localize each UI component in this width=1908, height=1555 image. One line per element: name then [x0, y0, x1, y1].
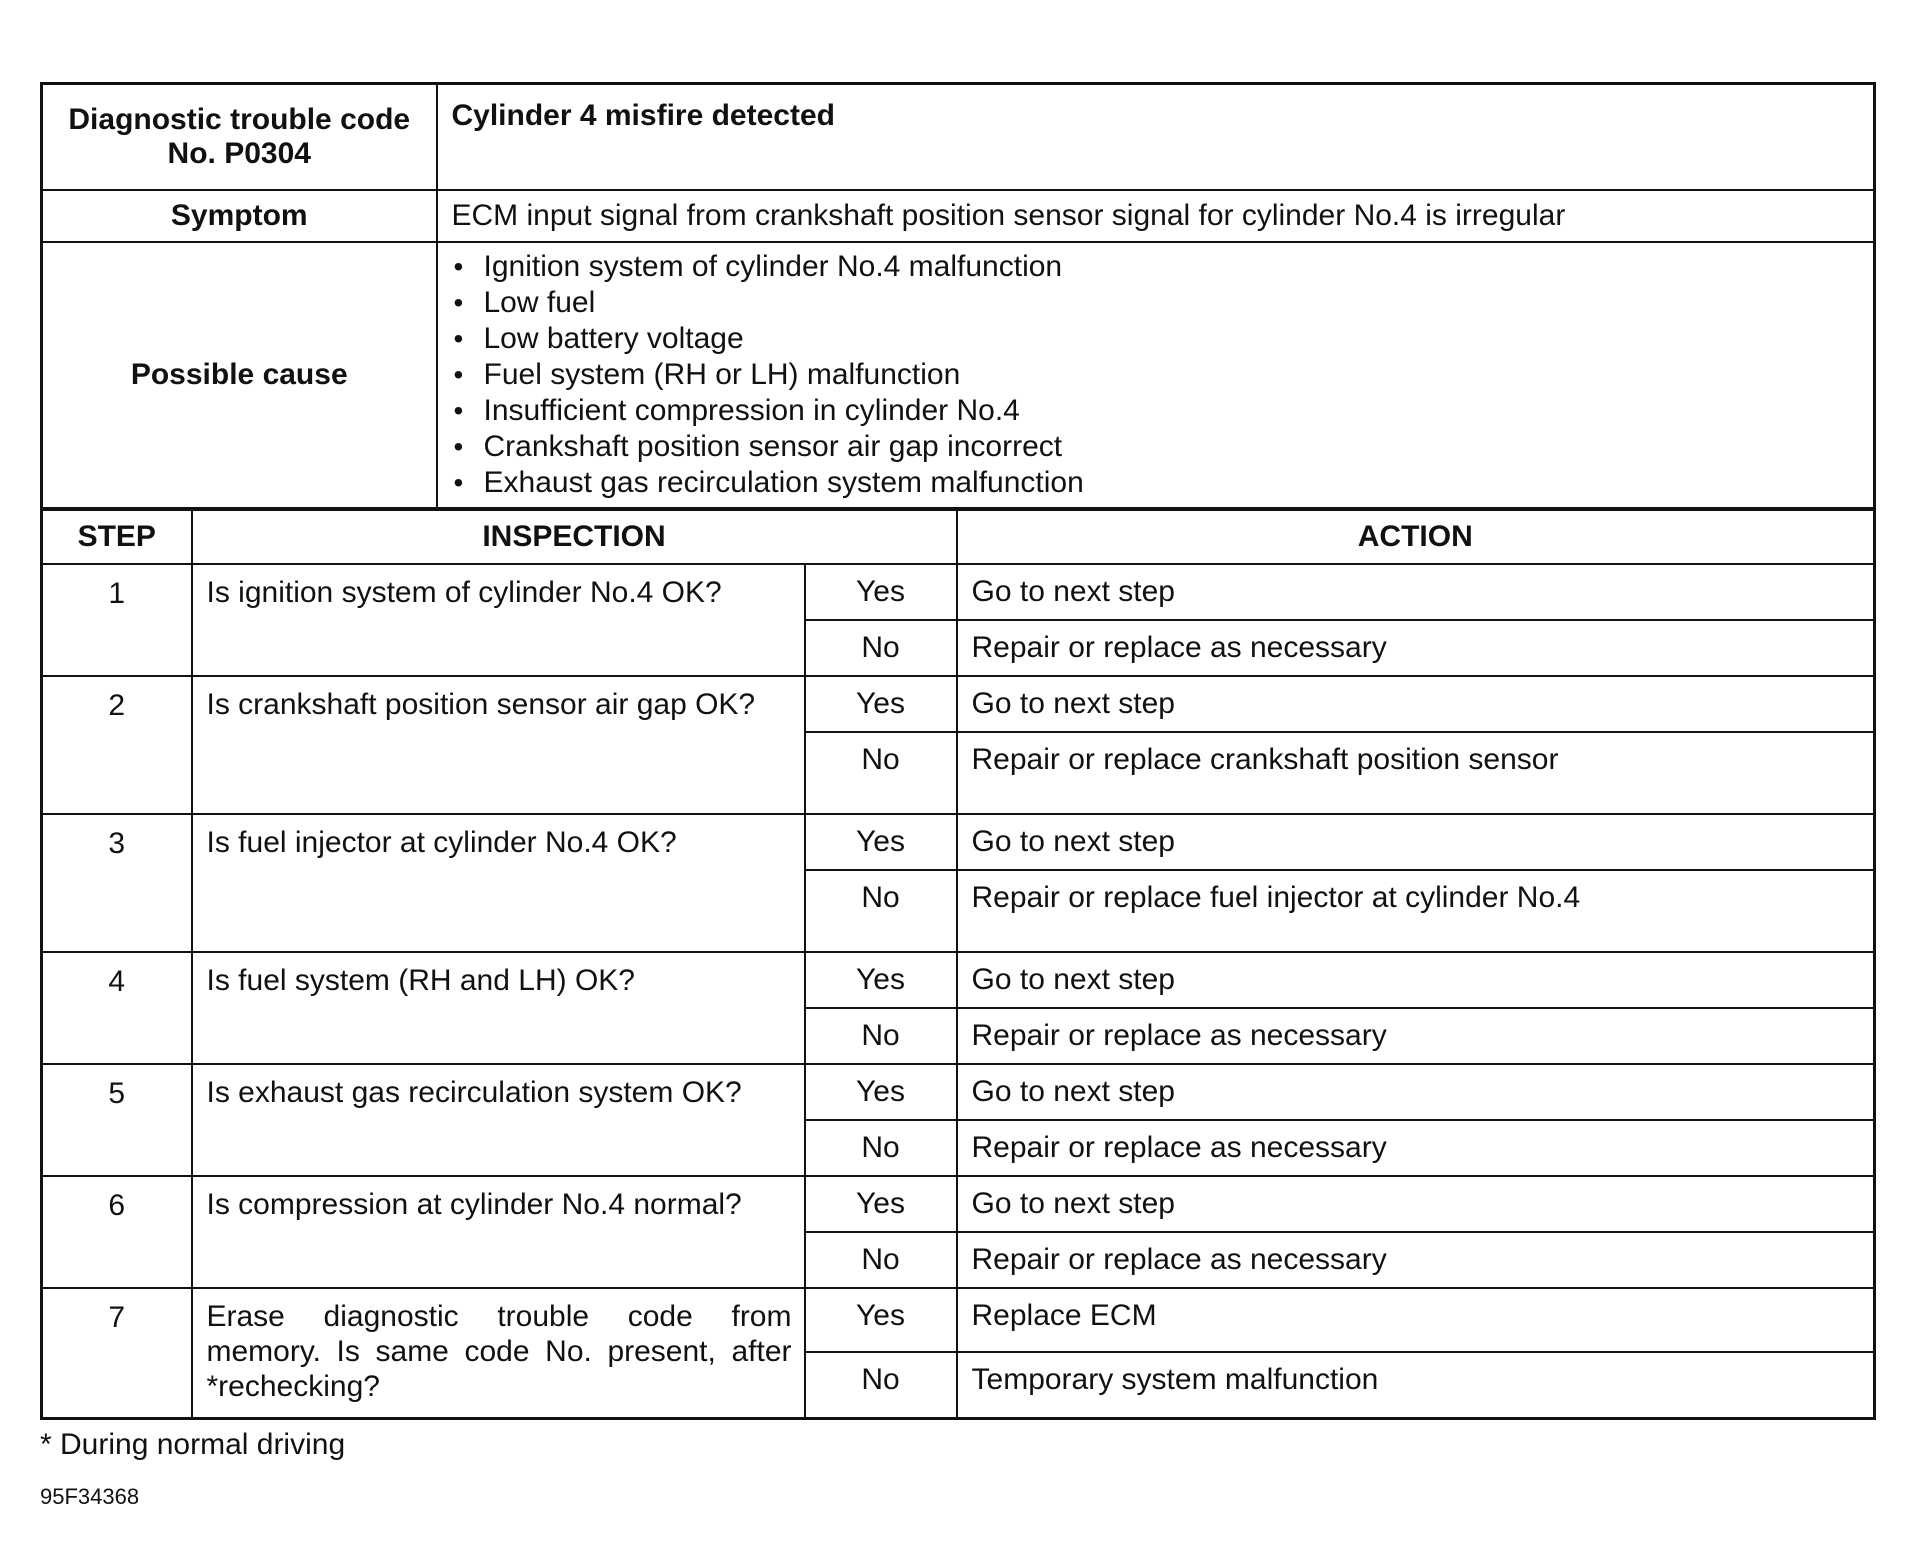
step-number: 6 [42, 1176, 192, 1288]
column-header-row [42, 510, 1875, 564]
cause-item: • Fuel system (RH or LH) malfunction [452, 357, 1860, 393]
inspection-table [40, 509, 1876, 1420]
dtc-title: Cylinder 4 misfire detected [437, 84, 1875, 191]
dtc-label: Diagnostic trouble code No. P0304 [42, 84, 437, 191]
cause-cell [437, 242, 1875, 508]
step-question: Is exhaust gas recirculation system OK? [192, 1064, 805, 1176]
yes-label: Yes [805, 952, 957, 1008]
step-number: 2 [42, 676, 192, 814]
cause-item: • Insufficient compression in cylinder No.4 [452, 393, 1860, 429]
no-action: Repair or replace as necessary [957, 1232, 1875, 1288]
cause-label: Possible cause [42, 242, 437, 508]
step-question: Is compression at cylinder No.4 normal? [192, 1176, 805, 1288]
no-action: Repair or replace as necessary [957, 1120, 1875, 1176]
step-row-yes [42, 814, 1875, 870]
step-question: Erase diagnostic trouble code from memory. Is same code No. present, after *rechecking? [192, 1288, 805, 1419]
figure-code: 95F34368 [40, 1484, 140, 1509]
step-row-yes [42, 676, 1875, 732]
yes-action: Go to next step [957, 1064, 1875, 1120]
step-number: 7 [42, 1288, 192, 1419]
yes-label: Yes [805, 1176, 957, 1232]
step-question: Is crankshaft position sensor air gap OK? [192, 676, 805, 814]
step-column-header: STEP [42, 510, 192, 564]
yes-label: Yes [805, 1064, 957, 1120]
no-label: No [805, 1232, 957, 1288]
footnote: * During normal driving [40, 1428, 346, 1461]
symptom-row [42, 190, 1875, 242]
step-number: 3 [42, 814, 192, 952]
cause-item: • Low battery voltage [452, 321, 1860, 357]
no-action: Repair or replace as necessary [957, 620, 1875, 676]
yes-action: Go to next step [957, 952, 1875, 1008]
symptom-label: Symptom [42, 190, 437, 242]
yes-label: Yes [805, 1288, 957, 1352]
yes-label: Yes [805, 676, 957, 732]
cause-list [452, 243, 1860, 507]
cause-item: • Ignition system of cylinder No.4 malfunction [452, 249, 1860, 285]
yes-action: Replace ECM [957, 1288, 1875, 1352]
dtc-info-table [40, 82, 1876, 509]
step-row-yes [42, 952, 1875, 1008]
no-label: No [805, 1008, 957, 1064]
no-label: No [805, 732, 957, 814]
no-action: Repair or replace crankshaft position sensor [957, 732, 1875, 814]
step-number: 5 [42, 1064, 192, 1176]
no-action: Temporary system malfunction [957, 1352, 1875, 1419]
diagnostic-sheet [40, 82, 1873, 1510]
no-action: Repair or replace fuel injector at cylinder No.4 [957, 870, 1875, 952]
inspection-column-header: INSPECTION [192, 510, 957, 564]
step-number: 4 [42, 952, 192, 1064]
yes-action: Go to next step [957, 1176, 1875, 1232]
step-row-yes [42, 1064, 1875, 1120]
no-action: Repair or replace as necessary [957, 1008, 1875, 1064]
symptom-text: ECM input signal from crankshaft position sensor signal for cylinder No.4 is irregular [437, 190, 1875, 242]
no-label: No [805, 1120, 957, 1176]
no-label: No [805, 1352, 957, 1419]
yes-label: Yes [805, 814, 957, 870]
yes-action: Go to next step [957, 676, 1875, 732]
action-column-header: ACTION [957, 510, 1875, 564]
step-question: Is fuel injector at cylinder No.4 OK? [192, 814, 805, 952]
dtc-row [42, 84, 1875, 191]
step-row-yes [42, 1288, 1875, 1352]
step-question: Is fuel system (RH and LH) OK? [192, 952, 805, 1064]
cause-row [42, 242, 1875, 508]
step-rows [42, 564, 1875, 1419]
cause-item: • Low fuel [452, 285, 1860, 321]
no-label: No [805, 870, 957, 952]
yes-action: Go to next step [957, 814, 1875, 870]
cause-item: • Exhaust gas recirculation system malfunction [452, 465, 1860, 501]
cause-item: • Crankshaft position sensor air gap incorrect [452, 429, 1860, 465]
step-number: 1 [42, 564, 192, 676]
yes-action: Go to next step [957, 564, 1875, 620]
step-question: Is ignition system of cylinder No.4 OK? [192, 564, 805, 676]
step-row-yes [42, 1176, 1875, 1232]
no-label: No [805, 620, 957, 676]
step-row-yes [42, 564, 1875, 620]
yes-label: Yes [805, 564, 957, 620]
